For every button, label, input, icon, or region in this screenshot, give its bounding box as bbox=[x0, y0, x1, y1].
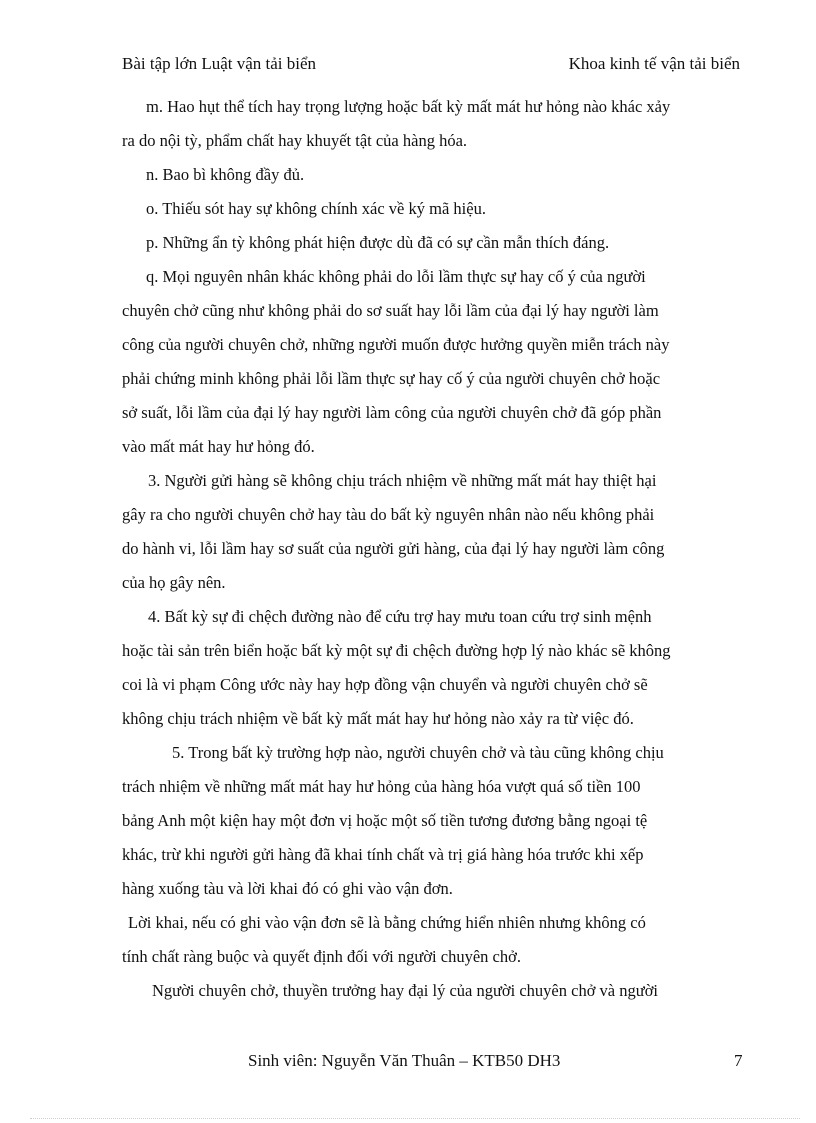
text-line: p. Những ẩn tỳ không phát hiện được dù đã có sự cần mẫn thích đáng. bbox=[146, 233, 610, 252]
text-line: gây ra cho người chuyên chở hay tàu do bất kỳ nguyên nhân nào nếu không phải bbox=[122, 505, 655, 524]
text-line: không chịu trách nhiệm về bất kỳ mất mát hay hư hỏng nào xảy ra từ việc đó. bbox=[122, 709, 634, 728]
text-line: 3. Người gửi hàng sẽ không chịu trách nhiệm về những mất mát hay thiệt hại bbox=[148, 471, 657, 490]
text-line: Lời khai, nếu có ghi vào vận đơn sẽ là bằng chứng hiển nhiên nhưng không có bbox=[128, 913, 646, 932]
page-number: 7 bbox=[734, 1051, 743, 1070]
text-line: chuyên chở cũng như không phải do sơ suất hay lỗi lầm của đại lý hay người làm bbox=[122, 301, 659, 320]
text-line: công của người chuyên chở, những người muốn được hưởng quyền miễn trách này bbox=[122, 335, 670, 354]
header-faculty: Khoa kinh tế vận tải biển bbox=[568, 54, 740, 73]
text-line: coi là vi phạm Công ước này hay hợp đồng vận chuyển và người chuyên chở sẽ bbox=[122, 675, 648, 694]
text-line: hoặc tài sản trên biển hoặc bất kỳ một sự đi chệch đường hợp lý nào khác sẽ không bbox=[122, 641, 671, 660]
text-line: ra do nội tỳ, phẩm chất hay khuyết tật của hàng hóa. bbox=[122, 131, 468, 150]
text-line: do hành vi, lỗi lầm hay sơ suất của người gửi hàng, của đại lý hay người làm công bbox=[122, 539, 665, 558]
text-line: Người chuyên chở, thuyền trưởng hay đại lý của người chuyên chở và người bbox=[152, 981, 659, 1000]
page-bottom-rule bbox=[30, 1118, 800, 1119]
text-line: trách nhiệm về những mất mát hay hư hỏng của hàng hóa vượt quá số tiền 100 bbox=[122, 777, 641, 796]
header-course-title: Bài tập lớn Luật vận tải biển bbox=[122, 54, 317, 73]
text-line: m. Hao hụt thể tích hay trọng lượng hoặc bất kỳ mất mát hư hỏng nào khác xảy bbox=[146, 97, 671, 116]
text-line: q. Mọi nguyên nhân khác không phải do lỗi lầm thực sự hay cố ý của người bbox=[146, 267, 646, 286]
text-line: 4. Bất kỳ sự đi chệch đường nào để cứu trợ hay mưu toan cứu trợ sinh mệnh bbox=[148, 607, 652, 626]
text-line: khác, trừ khi người gửi hàng đã khai tính chất và trị giá hàng hóa trước khi xếp bbox=[122, 845, 644, 864]
text-line: 5. Trong bất kỳ trường hợp nào, người chuyên chở và tàu cũng không chịu bbox=[172, 743, 664, 762]
text-line: sở suất, lỗi lầm của đại lý hay người làm công của người chuyên chở đã góp phần bbox=[122, 403, 662, 422]
text-line: tính chất ràng buộc và quyết định đối với người chuyên chở. bbox=[122, 947, 521, 966]
page-header bbox=[122, 53, 740, 75]
text-line: của họ gây nên. bbox=[122, 573, 226, 592]
text-line: phải chứng minh không phải lỗi lầm thực sự hay cố ý của người chuyên chở hoặc bbox=[122, 369, 661, 388]
text-line: hàng xuống tàu và lời khai đó có ghi vào vận đơn. bbox=[122, 879, 453, 898]
text-line: vào mất mát hay hư hỏng đó. bbox=[122, 437, 315, 456]
document-body bbox=[122, 90, 742, 1008]
text-line: n. Bao bì không đầy đủ. bbox=[146, 165, 305, 184]
text-line: bảng Anh một kiện hay một đơn vị hoặc một số tiền tương đương bằng ngoại tệ bbox=[122, 811, 648, 830]
text-line: o. Thiếu sót hay sự không chính xác về ký mã hiệu. bbox=[146, 199, 486, 218]
footer-author: Sinh viên: Nguyễn Văn Thuân – KTB50 DH3 bbox=[248, 1051, 561, 1070]
